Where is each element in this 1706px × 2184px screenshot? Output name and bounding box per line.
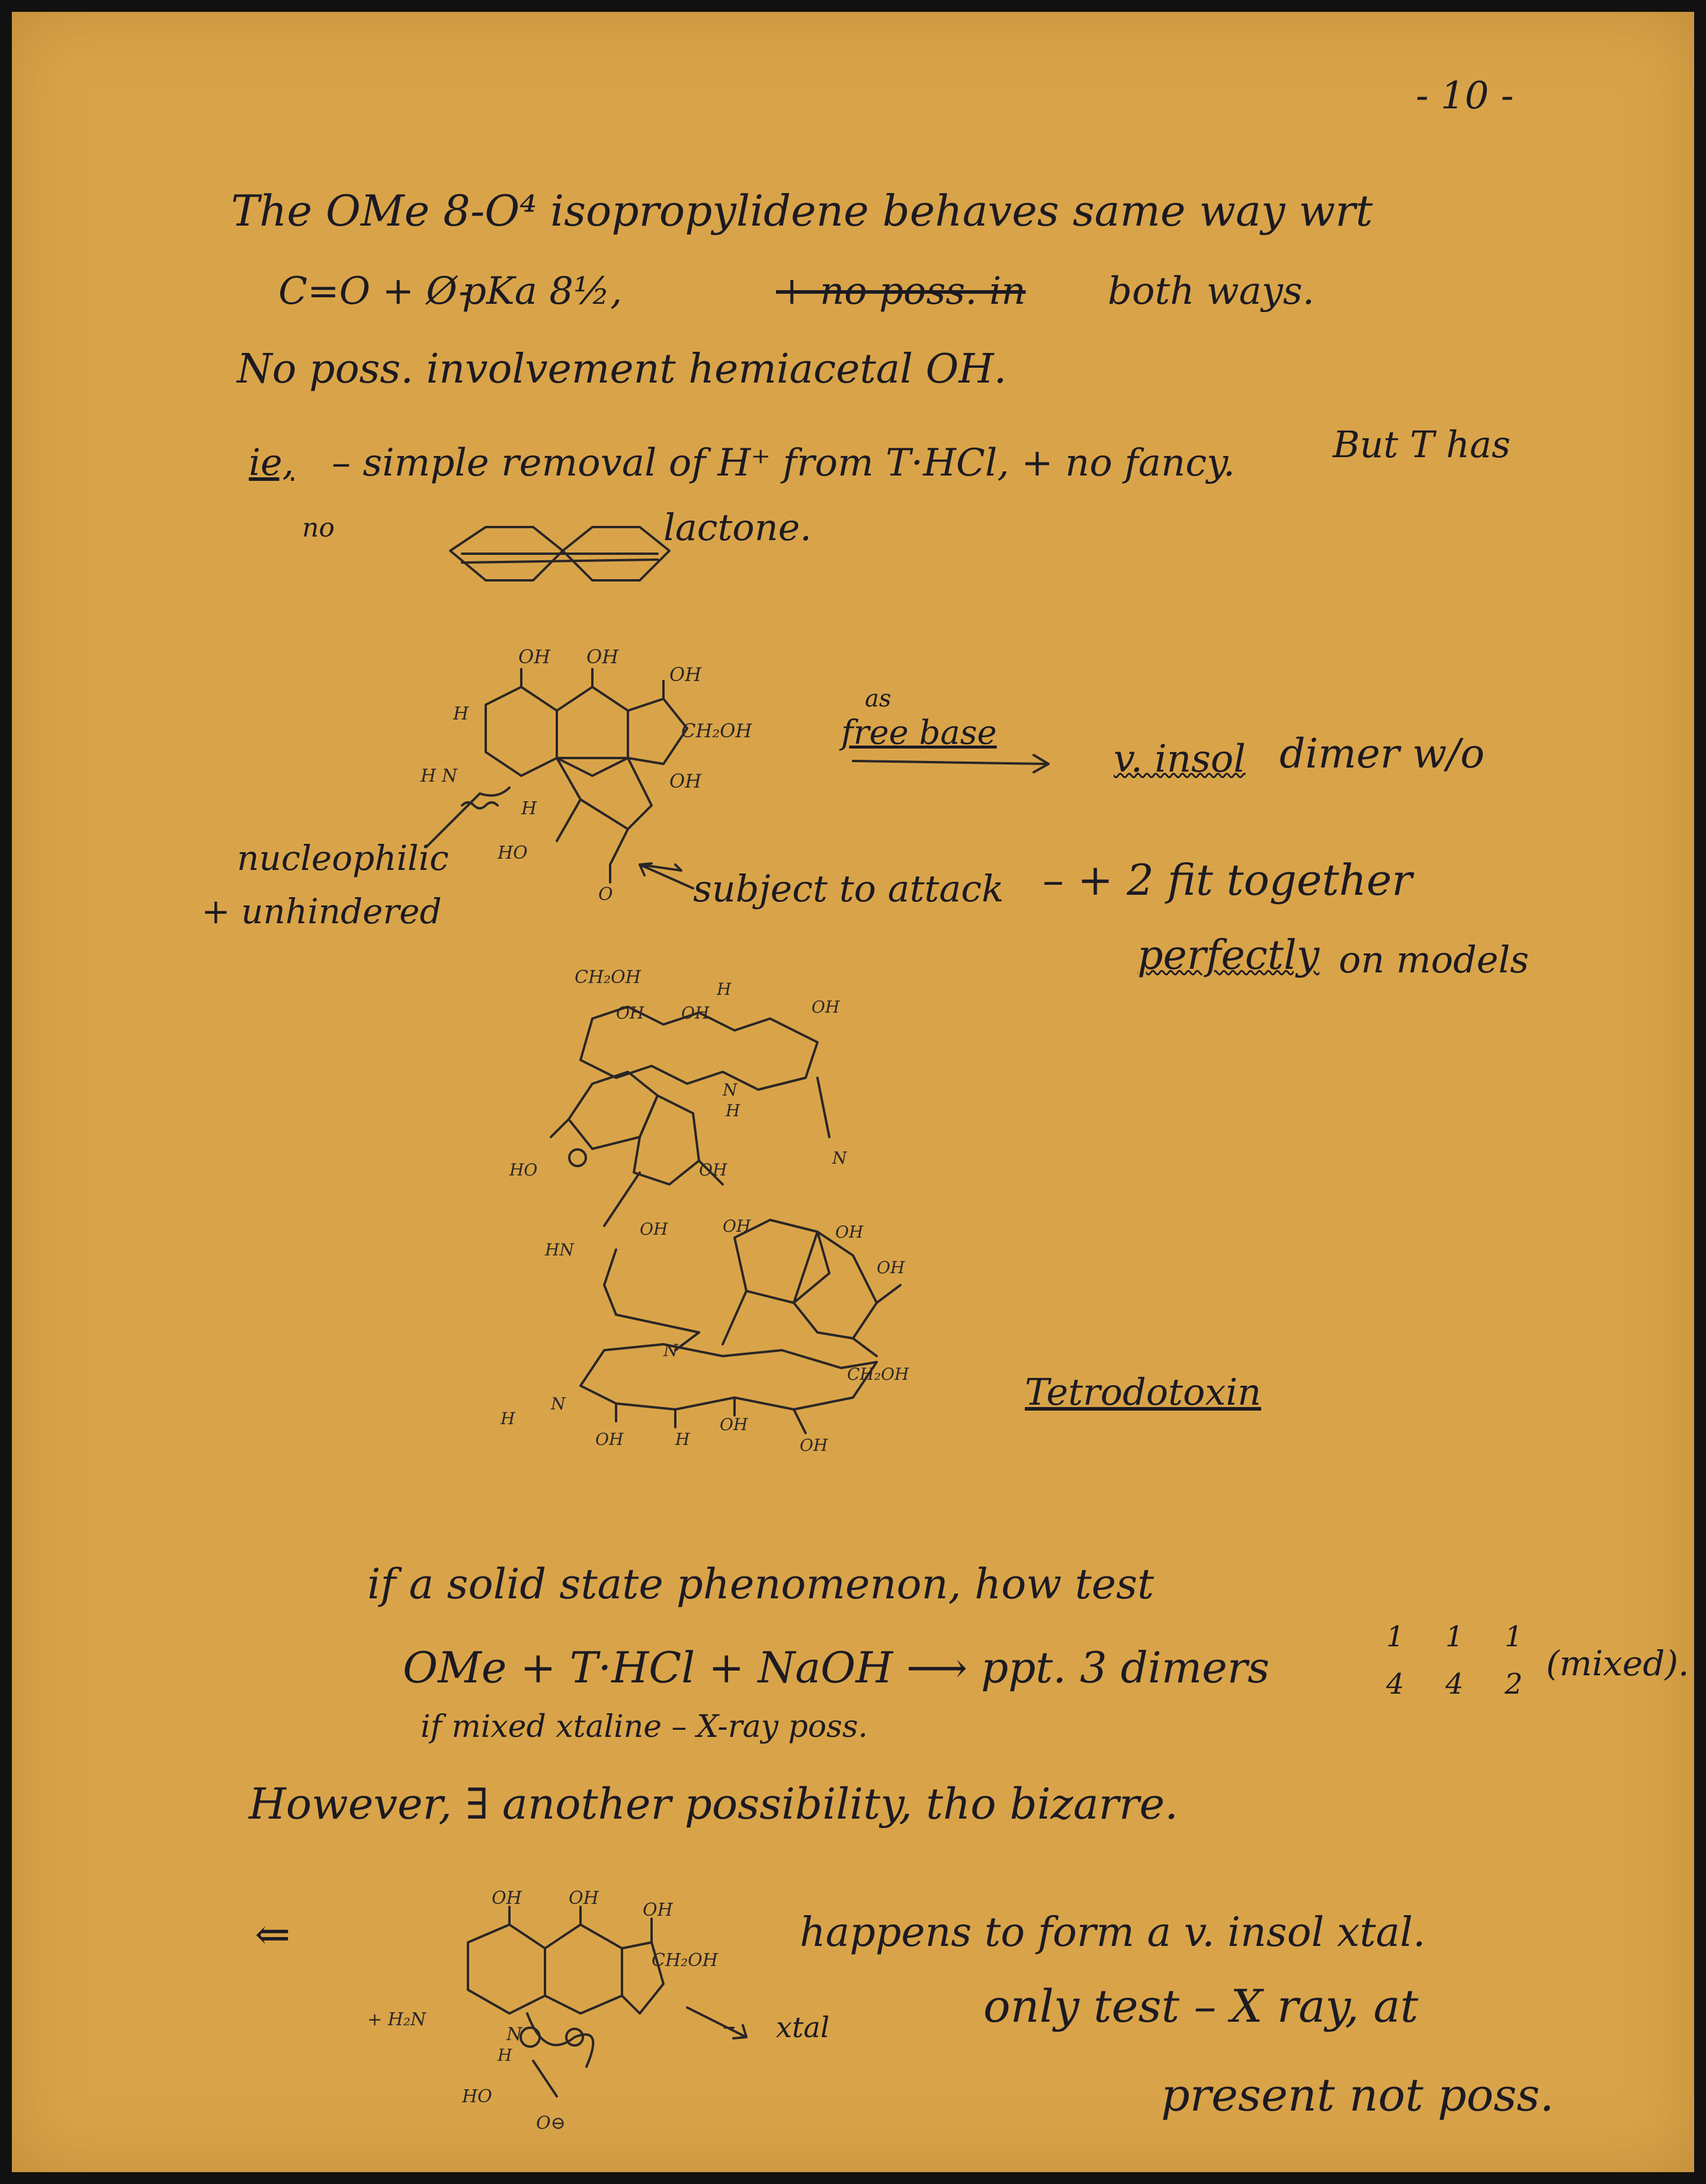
note-present: present not poss. (1161, 2069, 1554, 2121)
xtal-dash: – (723, 2011, 736, 2041)
s1-o: O (598, 884, 613, 905)
s3-ch2oh: CH₂OH (652, 1950, 718, 1971)
d-oh-k: OH (800, 1435, 828, 1455)
s3-oh2: OH (569, 1888, 599, 1909)
note-reaction: OMe + T·HCl + NaOH ⟶ ppt. 3 dimers (403, 1643, 1270, 1692)
s1-oh4: OH (669, 770, 702, 792)
note-line-3: No poss. involvement hemiacetal OH. (237, 346, 1007, 393)
note-xray-poss: if mixed xtaline – X-ray poss. (421, 1709, 868, 1745)
note-on-models: on models (1339, 938, 1529, 981)
fraction-a-num: 1 (1386, 1620, 1404, 1653)
note-solid-state: if a solid state phenomenon, how test (367, 1560, 1155, 1608)
d-n-bl: N (551, 1394, 566, 1414)
dimer-wo: dimer w/o (1280, 731, 1485, 778)
d-hn: HN (545, 1240, 574, 1260)
d-ho: HO (509, 1160, 538, 1180)
s1-oh3: OH (669, 663, 702, 686)
d-h-top: H (717, 979, 732, 999)
s1-h2: H (521, 798, 537, 819)
s3-oo: O⊖ (536, 2113, 566, 2134)
arrow-left-eq: ⇐ (255, 1909, 291, 1959)
d-h-b: H (675, 1430, 690, 1449)
note-only-test: only test – X ray, at (983, 1980, 1419, 2032)
fraction-b-num: 1 (1445, 1620, 1464, 1653)
note-nucleophilic: nucleophilic (237, 838, 449, 878)
note-line-4: – simple removal of H⁺ from T·HCl, + no fancy. (332, 441, 1236, 485)
s3-oh3: OH (643, 1900, 673, 1920)
freebase-label: free base (841, 714, 997, 752)
note-unhindered: + unhindered (201, 891, 442, 932)
s1-ho: HO (498, 843, 528, 863)
s1-h1: H (453, 704, 469, 724)
s1-hn: H N (421, 766, 457, 786)
page-number: - 10 - (1416, 74, 1514, 118)
d-oh-f: OH (723, 1216, 751, 1236)
d-h-bl: H (501, 1409, 515, 1428)
d-oh-h: OH (877, 1258, 905, 1277)
structure-3 (468, 1907, 663, 2096)
xtal-label: xtal (776, 2011, 830, 2044)
d-oh-b: OH (681, 1003, 710, 1023)
d-nh-h: H (726, 1101, 740, 1120)
note-subject-to-attack: subject to attack (693, 867, 1004, 910)
paper-sheet (12, 12, 1694, 2172)
tetrodotoxin-label: Tetrodotoxin (1025, 1370, 1262, 1414)
s3-h2n: + H₂N (367, 2009, 426, 2030)
d-oh-j: OH (720, 1415, 748, 1434)
freebase-arrow (853, 755, 1048, 772)
fraction-c-num: 1 (1505, 1620, 1523, 1653)
fraction-c-den: 2 (1505, 1668, 1523, 1701)
naphthalene-sketch (450, 527, 669, 580)
s3-h: H (498, 2045, 512, 2065)
note-line-2a: C=O + Ø- (278, 269, 472, 313)
s3-oh1: OH (492, 1888, 522, 1909)
d-oh-g: OH (835, 1222, 864, 1242)
d-ch2oh-top: CH₂OH (575, 967, 641, 988)
note-line-2d: both ways. (1108, 269, 1315, 313)
note-perfectly: perfectly (1137, 932, 1320, 979)
d-oh-i: OH (595, 1430, 624, 1449)
d-ch2oh-bot: CH₂OH (847, 1364, 909, 1384)
d-oh-e: OH (640, 1219, 668, 1239)
note-happens: happens to form a v. insol xtal. (800, 1909, 1426, 1956)
d-oh-c: OH (812, 997, 840, 1017)
fraction-b-den: 4 (1445, 1668, 1464, 1701)
d-oh-a: OH (616, 1003, 644, 1023)
note-fit-together: – + 2 fit together (1043, 855, 1412, 905)
s1-ch2oh: CH₂OH (681, 720, 752, 742)
note-ie: ie, (249, 441, 294, 484)
freebase-as: as (865, 685, 892, 712)
note-mixed: (mixed). (1546, 1643, 1689, 1684)
note-line-4c: But T has (1333, 423, 1511, 466)
fraction-a-den: 4 (1386, 1668, 1404, 1701)
dimer-insol: v. insol (1114, 737, 1246, 781)
xtal-arrow (687, 2008, 746, 2041)
note-line-2c-struck: + no poss. in (776, 269, 1026, 313)
s1-oh1: OH (518, 645, 551, 668)
d-n: N (723, 1080, 737, 1100)
leader-nucleophilic (426, 788, 509, 847)
s3-ho: HO (462, 2086, 492, 2107)
chemical-drawings (12, 12, 1694, 2172)
d-n-right: N (832, 1148, 847, 1168)
note-line-2b: pKa 8½, (462, 269, 623, 313)
note-lactone: lactone. (663, 506, 812, 549)
s1-oh2: OH (586, 645, 619, 668)
note-however: However, ∃ another possibility, tho bizarre. (249, 1779, 1178, 1829)
d-n-mid: N (663, 1341, 678, 1360)
note-line-1: The OMe 8-O⁴ isopropylidene behaves same way wrt (231, 186, 1373, 236)
s3-n: N (506, 2024, 522, 2045)
d-oh-d: OH (699, 1160, 727, 1180)
note-no: no (302, 513, 335, 543)
